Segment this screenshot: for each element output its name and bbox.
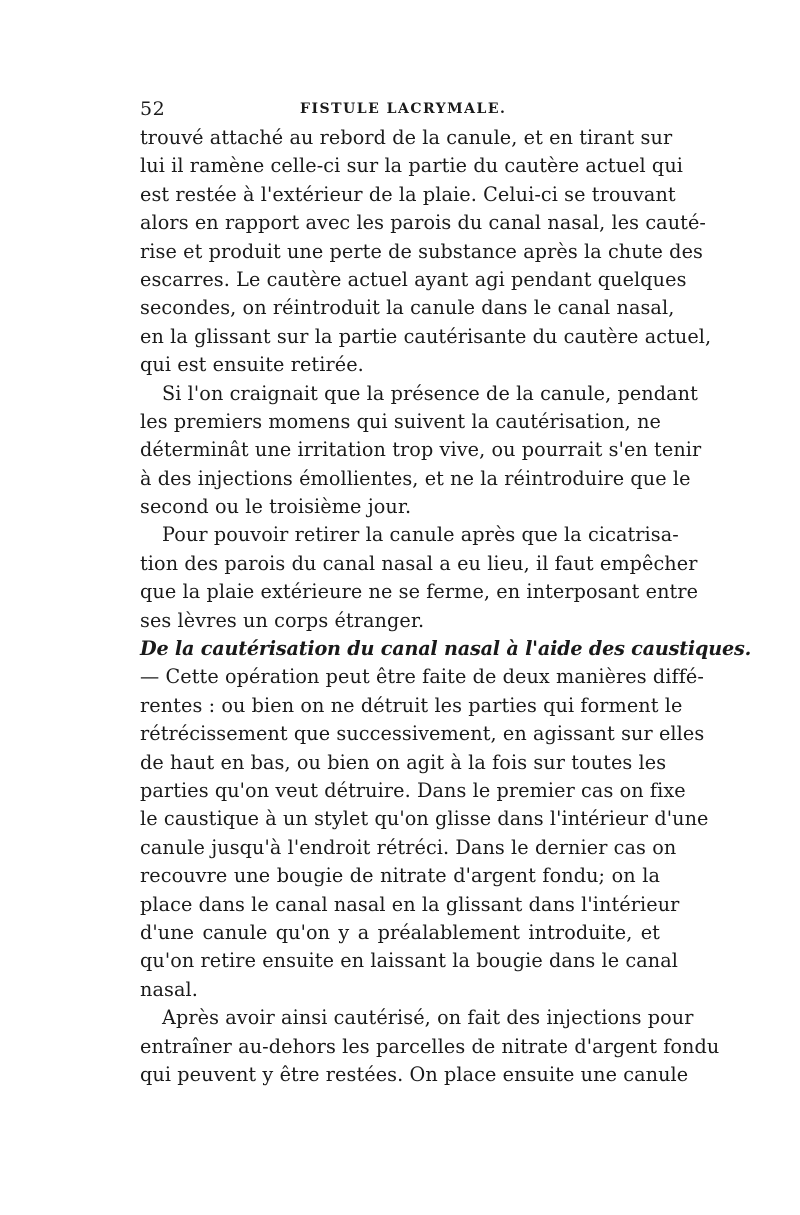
text-line: recouvre une bougie de nitrate d'argent fondu; on la: [140, 864, 660, 888]
text-line: alors en rapport avec les parois du canal nasal, les cauté-: [140, 211, 707, 235]
text-line: Pour pouvoir retirer la canule après que la cicatrisa-: [162, 523, 679, 547]
text-line: à des injections émollientes, et ne la réintroduire que le: [140, 466, 691, 490]
text-line: rentes : ou bien on ne détruit les parties qui forment le: [140, 693, 683, 717]
text-line: nasal.: [140, 977, 198, 1001]
text-line: ses lèvres un corps étranger.: [140, 608, 425, 632]
section-heading: De la cautérisation du canal nasal à l'aide des caustiques.: [140, 637, 752, 661]
text-line: en la glissant sur la partie cautérisante du cautère actuel,: [140, 324, 712, 348]
text-line: place dans le canal nasal en la glissant dans l'intérieur: [140, 892, 680, 916]
page-header: [140, 98, 660, 122]
page-number: 52: [140, 98, 166, 120]
text-line: déterminât une irritation trop vive, ou pourrait s'en tenir: [140, 438, 702, 462]
text-line: lui il ramène celle-ci sur la partie du cautère actuel qui: [140, 154, 684, 178]
text-line: rise et produit une perte de substance après la chute des: [140, 239, 703, 263]
text-line: Si l'on craignait que la présence de la canule, pendant: [162, 381, 698, 405]
text-line: de haut en bas, ou bien on agit à la fois sur toutes les: [140, 750, 667, 774]
text-line: — Cette opération peut être faite de deux manières diffé-: [140, 665, 704, 689]
text-line: que la plaie extérieure ne se ferme, en interposant entre: [140, 580, 699, 604]
text-line: canule jusqu'à l'endroit rétréci. Dans le dernier cas on: [140, 835, 677, 859]
text-line: rétrécissement que successivement, en agissant sur elles: [140, 722, 705, 746]
text-line: d'une canule qu'on y a préalablement introduite, et: [140, 920, 660, 944]
text-line: parties qu'on veut détruire. Dans le premier cas on fixe: [140, 778, 686, 802]
text-line: tion des parois du canal nasal a eu lieu, il faut empêcher: [140, 551, 698, 575]
text-line: secondes, on réintroduit la canule dans le canal nasal,: [140, 296, 675, 320]
text-line: second ou le troisième jour.: [140, 495, 412, 519]
text-line: qui est ensuite retirée.: [140, 353, 364, 377]
body-text: [140, 124, 752, 1089]
text-line: est restée à l'extérieur de la plaie. Celui-ci se trouvant: [140, 182, 676, 206]
text-line: Après avoir ainsi cautérisé, on fait des injections pour: [162, 1006, 694, 1030]
text-line: trouvé attaché au rebord de la canule, et en tirant sur: [140, 126, 673, 149]
text-line: les premiers momens qui suivent la cautérisation, ne: [140, 409, 661, 433]
text-line: qu'on retire ensuite en laissant la bougie dans le canal: [140, 949, 679, 973]
text-line: le caustique à un stylet qu'on glisse dans l'intérieur d'une: [140, 807, 709, 831]
text-line: escarres. Le cautère actuel ayant agi pendant quelques: [140, 267, 687, 291]
text-line: qui peuvent y être restées. On place ensuite une canule: [140, 1062, 689, 1086]
text-line: entraîner au-dehors les parcelles de nitrate d'argent fondu: [140, 1034, 720, 1058]
running-title: FISTULE LACRYMALE.: [300, 101, 507, 117]
